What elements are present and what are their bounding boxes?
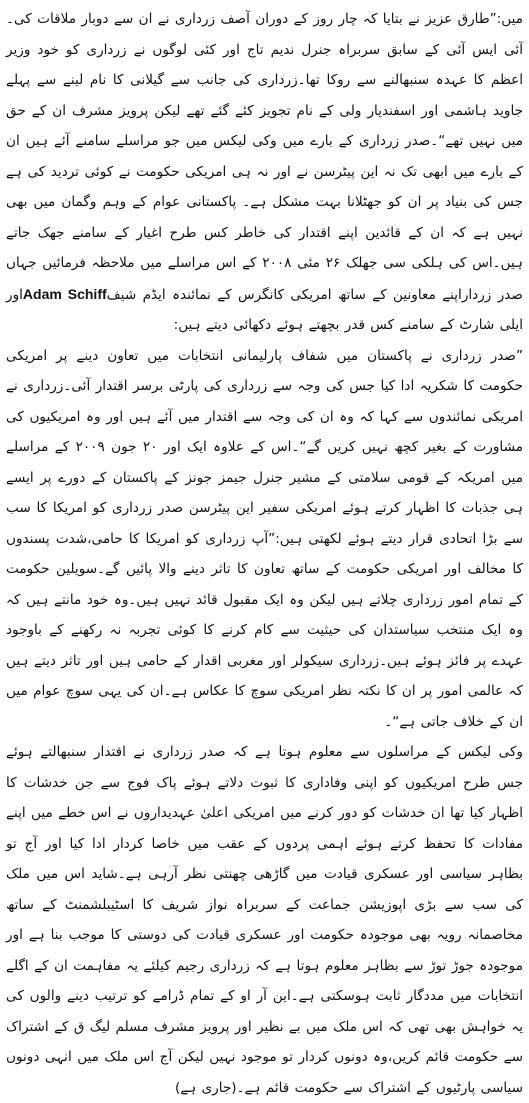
english-name: Adam Schiff [22, 285, 107, 302]
paragraph-1-text-a: میں:”طارق عزیز نے بتایا کہ چار روز کے دوران آصف زرداری نے ان سے دوبار ملاقات کی۔آئی ایس آئی کے سابق سربراہ جنرل ندیم تاج اور کئی لوگوں نے زرداری کو خود وزیر اعظم کا عہدہ سنبھالنے سے روکا تھا۔زرداری کی جانب سے گیلانی کا نام لینے سے پہلے جاوید ہاشمی اور اسفندیار ولی کے نام تجویز کئے گئے تھے لیکن پرویز مشرف ان کے حق میں نہیں تھے“۔صدر زرداری کے بارے میں وکی لیکس میں جو مراسلے سامنے آئے ہیں ان کے بارے میں ابھی تک نہ این پیٹرسن نے اور نہ ہی امریکی حکومت نے کوئی تردید کی ہے جس کی بنیاد پر ان کو جھٹلانا بہت مشکل ہے۔ پاکستانی عوام کے وہم وگمان میں بھی نہیں ہے کہ ان کے قائدین اپنے اقتدار کی خاطر کس طرح اغیار کے سامنے جھک جاتے ہیں۔اس کی ہلکی سی جھلک ۲۶ مئی ۲۰۰۸ کے اس مراسلے میں ملاحظہ فرمائیں جہاں صدر زرداراپنے معاونین کے ساتھ امریکی کانگرس کے نمائندہ ایڈم شیف [6, 11, 523, 303]
article-page [6, 4, 523, 1096]
article-paragraph-1 [6, 4, 523, 341]
article-paragraph-3: وکی لیکس کے مراسلوں سے معلوم ہوتا ہے کہ صدر زرداری نے اقتدار سنبھالتے ہوئے جس طرح امریکیوں کو اپنی وفاداری کا ثبوت دلاتے ہوئے پاک فوج سے جن خدشات کا اظہار کیا تھا ان خدشات کو دور کرنے میں امریکی اعلیٰ عہدیداروں نے اس خطے میں اپنے مفادات کا تحفظ کرتے ہوئے اہمی پردوں کے عقب میں خاصا کردار ادا کیا اور آج تو بظاہر سیاسی اور عسکری قیادت میں گاڑھی چھنتی نظر آرہی ہے۔شاید اس میں ملک کی سب سے بڑی اپوزیشن جماعت کے سربراہ نواز شریف کا اسٹیبلشمنٹ کے ساتھ مخاصمانہ رویہ بھی موجودہ حکومت اور عسکری قیادت کی دوستی کا موجب بنا ہے اور موجودہ جوڑ توڑ سے بظاہر معلوم ہوتا ہے کہ زرداری رجیم کیلئے یہ مفاہمت ان کے اگلے انتخابات میں مددگار ثابت ہوسکتی ہے۔این آر او کے تمام ڈرامے کو ترتیب دینے والوں کی یہ خواہش بھی تھی کہ اس ملک میں بے نظیر اور پرویز مشرف مسلم لیگ ق کے اشتراک سے حکومت قائم کریں،وہ دونوں کردار تو موجود نہیں لیکن آج اس ملک میں انہی دونوں سیاسی پارٹیوں کے اشتراک سے حکومت قائم ہے۔(جاری ہے) [6, 744, 523, 1096]
article-paragraph-2: ”صدر زرداری نے پاکستان میں شفاف پارلیمانی انتخابات میں تعاون دینے پر امریکی حکومت کا شکریہ ادا کیا جس کی وجہ سے زرداری کی پارٹی برسر اقتدار آئی۔زرداری نے امریکی نمائندوں سے کہا کہ وہ ان کی وجہ سے اقتدار میں آئے ہیں اور وہ امریکیوں کی مشاورت کے بغیر کچھ نہیں کریں گے“۔اس کے علاوہ ایک اور ۲۰ جون ۲۰۰۹ کے مراسلے میں امریکہ کے قومی سلامتی کے مشیر جنرل جیمز جونز کے پاکستان کے دورے پر ایسے ہی جذبات کا اظہار کرتے ہوئے امریکی سفیر این پیٹرسن صدر زرداری کو امریکا کا سب سے بڑا اتحادی قرار دیتے ہوئے لکھتی ہیں:”آپ زرداری کو امریکا کا حامی،شدت پسندوں کا مخالف اور امریکی حکومت کے ساتھ تعاون کا تاثر دینے والا پائیں گے۔سویلین حکومت کے تمام امور زرداری چلاتے ہیں لیکن وہ ایک مقبول قائد نہیں ہیں۔وہ خود مانتے ہیں کہ وہ ایک منتخب سیاستدان کی حیثیت سے کام کرنے کا کوئی تجربہ نہ رکھنے کے باوجود عہدے پر فائز ہوئے ہیں۔زرداری سیکولر اور مغربی اقدار کے حامی ہیں اور تاثر دیتے ہیں کہ عالمی امور پر ان کا نکتہ نظر امریکی سوچ کا عکاس ہے۔ان کی یہی سوچ عوام میں ان کے خلاف جاتی ہے“۔ [6, 347, 523, 730]
paragraph-1-text-b: اور ایلی شارٹ کے سامنے کس قدر بچھتے ہوئے دکھائی دیتے ہیں: [6, 286, 523, 333]
